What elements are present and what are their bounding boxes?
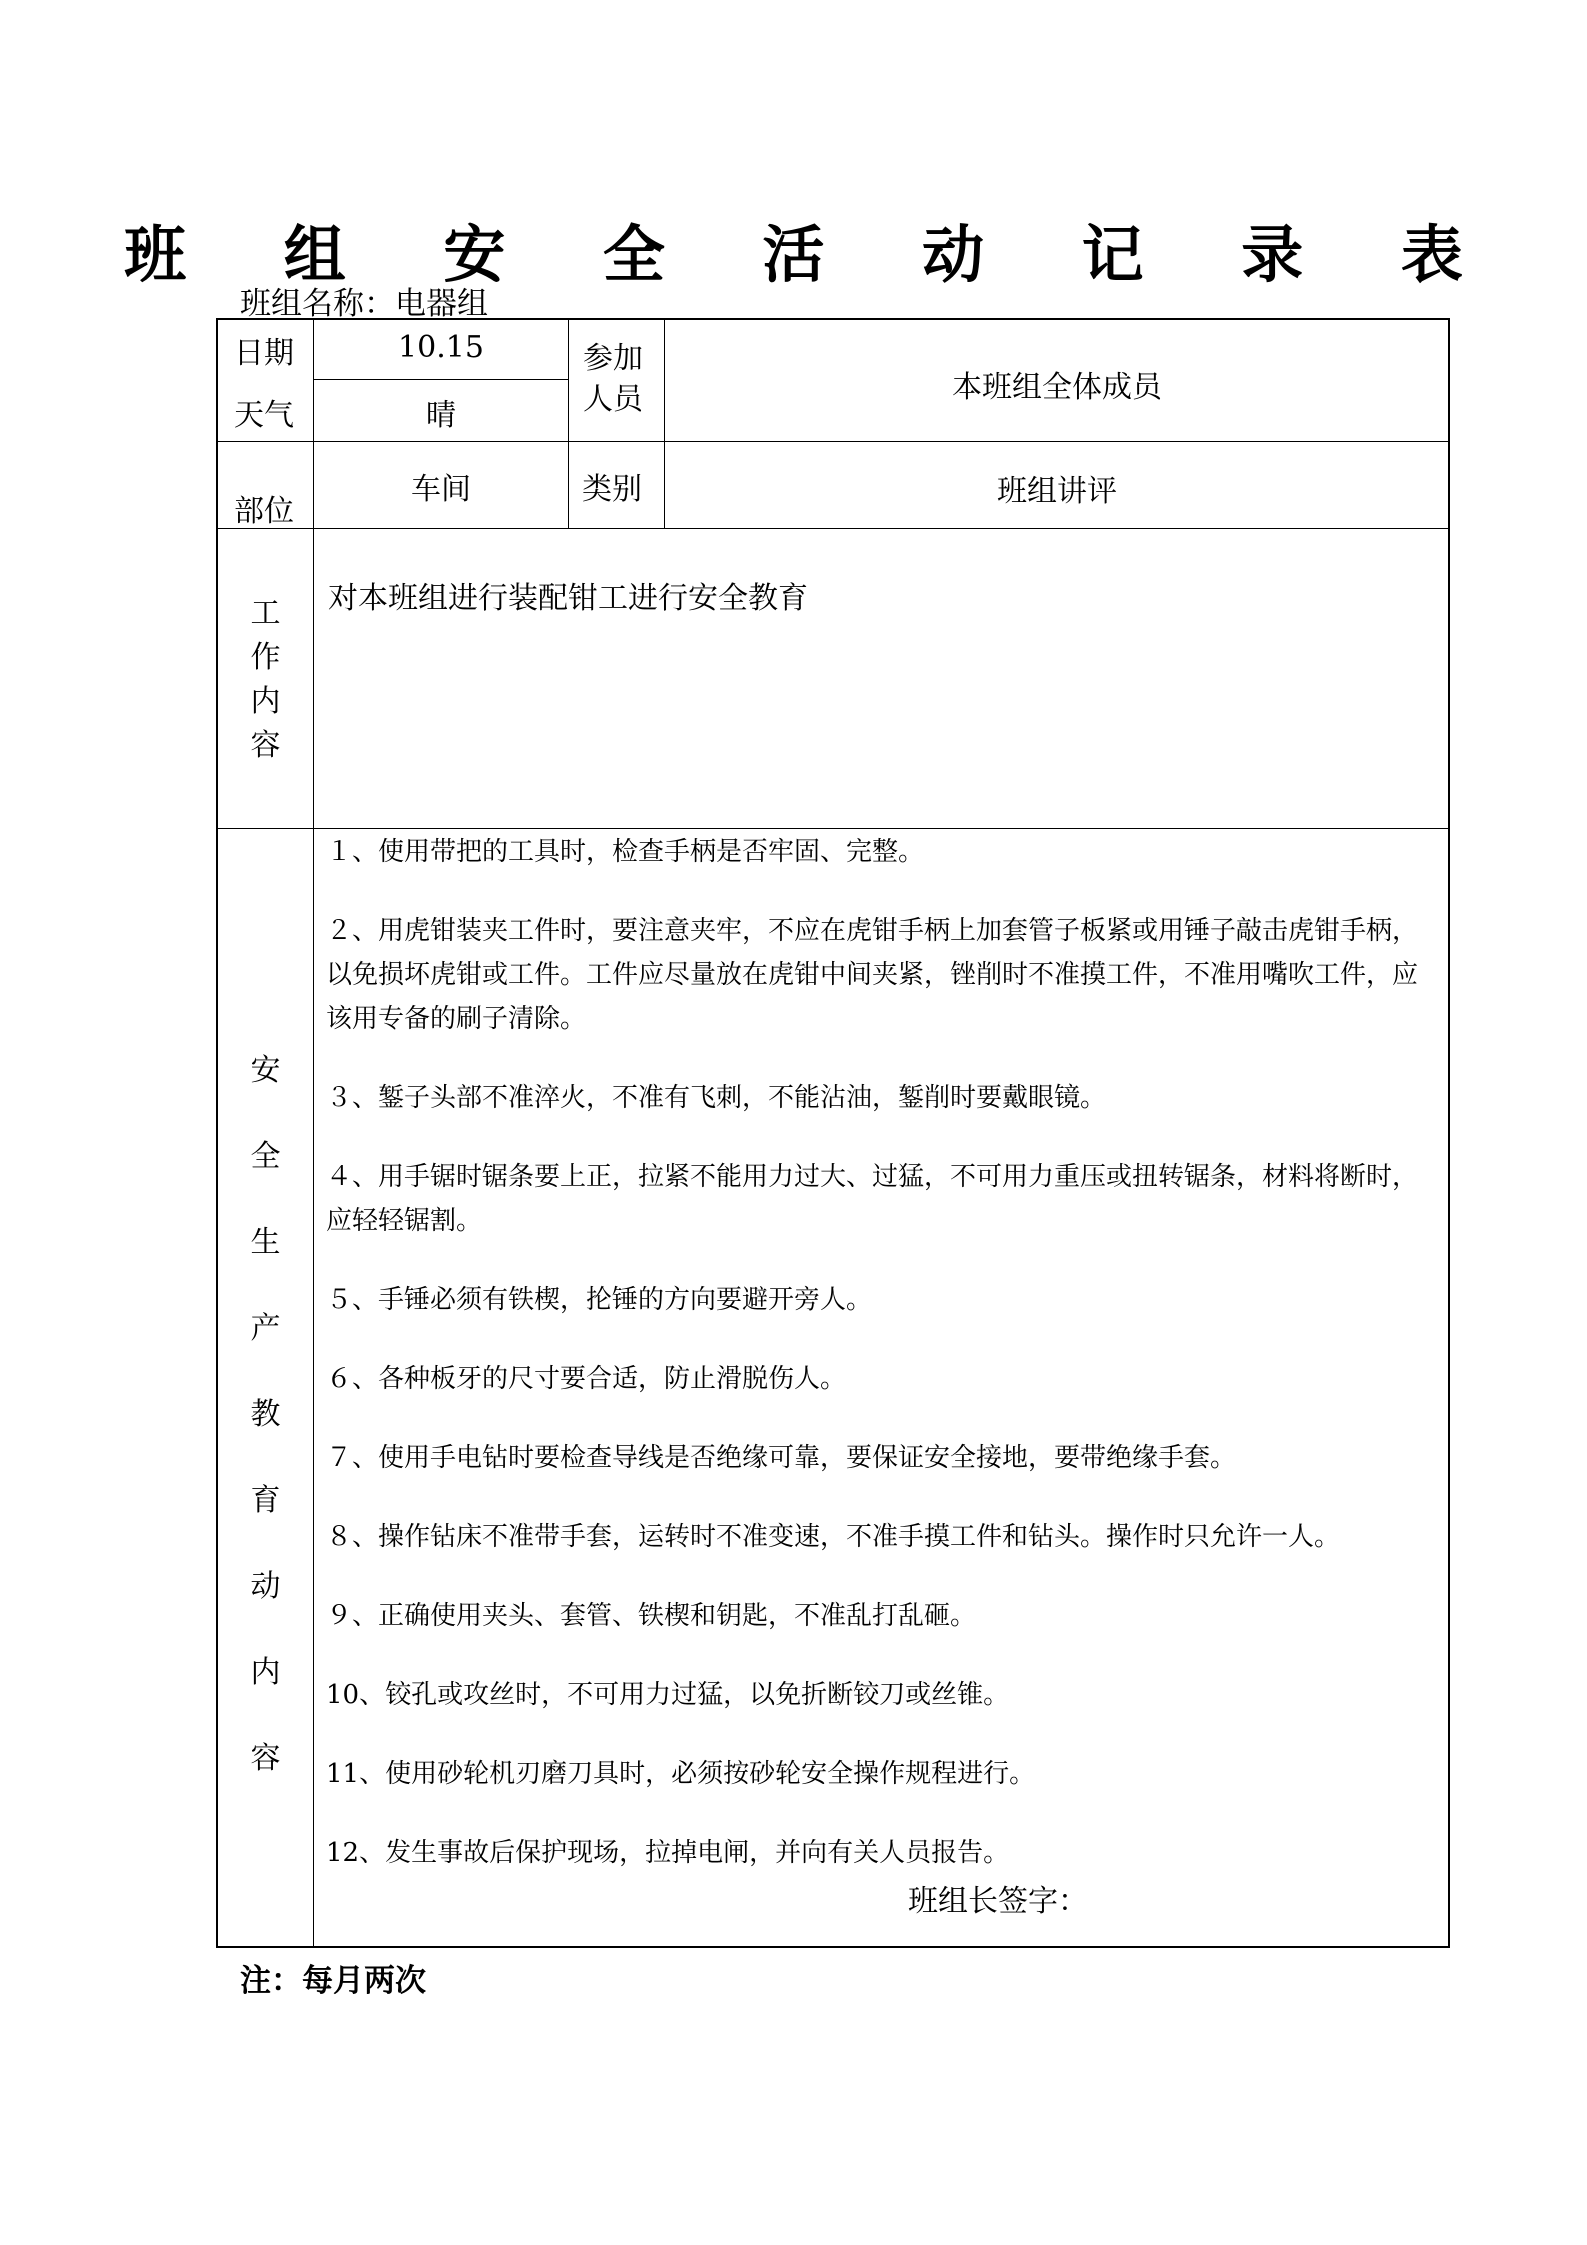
work-label-char: 容: [250, 728, 281, 763]
safety-label-char: 全: [250, 1139, 281, 1174]
safety-label-char: 产: [250, 1311, 281, 1346]
work-label-char: 工: [250, 596, 281, 631]
work-content-label: [218, 592, 313, 768]
safety-items-list: [326, 830, 1438, 1875]
divider-row-3: [218, 828, 1450, 829]
category-label: 类别: [582, 472, 642, 507]
date-label: 日期: [234, 336, 294, 371]
team-name-label: 班组名称：: [240, 286, 395, 322]
safety-item: ６、各种板牙的尺寸要合适，防止滑脱伤人。: [326, 1364, 847, 1394]
safety-item: １、使用带把的工具时，检查手柄是否牢固、完整。: [326, 837, 925, 867]
page-title: 班 组 安 全 活 动 记 录 表: [124, 218, 1501, 291]
safety-label-char: 育: [250, 1483, 281, 1518]
safety-item: 12、发生事故后保护现场，拉掉电闸，并向有关人员报告。: [326, 1838, 1010, 1868]
safety-item: ８、操作钻床不准带手套，运转时不准变速，不准手摸工件和钻头。操作时只允许一人。: [326, 1522, 1341, 1552]
safety-item: ４、用手锯时锯条要上正，拉紧不能用力过大、过猛，不可用力重压或扭转锯条，材料将断时，应轻轻锯割。: [326, 1162, 1419, 1236]
team-name-line: [240, 278, 488, 323]
dept-value: 车间: [411, 472, 471, 507]
safety-label-char: 内: [250, 1655, 281, 1690]
safety-item: ７、使用手电钻时要检查导线是否绝缘可靠，要保证安全接地，要带绝缘手套。: [326, 1443, 1237, 1473]
work-label-char: 内: [250, 684, 281, 719]
safety-label-char: 教: [250, 1397, 281, 1432]
safety-label-char: 安: [250, 1053, 281, 1088]
divider-row-date-weather: [314, 379, 568, 380]
safety-content-label: [218, 1028, 313, 1802]
safety-item: ３、錾子头部不准淬火，不准有飞刺，不能沾油，錾削时要戴眼镜。: [326, 1083, 1107, 1113]
safety-item: ５、手锤必须有铁楔，抡锤的方向要避开旁人。: [326, 1285, 873, 1315]
participants-label-line1: 参加: [583, 341, 643, 376]
safety-item: ９、正确使用夹头、套管、铁楔和钥匙，不准乱打乱砸。: [326, 1601, 977, 1631]
participants-label: [583, 338, 643, 420]
dept-label: 部位: [234, 494, 294, 529]
participants-value: 本班组全体成员: [952, 370, 1162, 405]
safety-label-char: 动: [250, 1569, 281, 1604]
safety-label-char: 生: [250, 1225, 281, 1260]
team-name-value: 电器组: [395, 286, 488, 322]
category-value: 班组讲评: [997, 474, 1117, 509]
work-content-text: 对本班组进行装配钳工进行安全教育: [328, 581, 808, 616]
divider-row-1: [218, 441, 1450, 442]
safety-label-char: 容: [250, 1741, 281, 1776]
safety-item: 11、使用砂轮机刃磨刀具时，必须按砂轮安全操作规程进行。: [326, 1759, 1036, 1789]
work-label-char: 作: [250, 640, 281, 675]
footnote: 注：每月两次: [240, 1963, 426, 1999]
team-leader-signature-label: 班组长签字：: [908, 1884, 1088, 1919]
record-table: [216, 318, 1450, 1948]
divider-row-2: [218, 528, 1450, 529]
participants-label-line2: 人员: [583, 382, 643, 417]
divider-col-value: [568, 320, 569, 528]
divider-col-label: [313, 320, 314, 1948]
date-value: 10.15: [398, 330, 484, 365]
weather-value: 晴: [426, 398, 456, 433]
safety-item: ２、用虎钳装夹工件时，要注意夹牢，不应在虎钳手柄上加套管子板紧或用锤子敲击虎钳手柄，以免损坏虎钳或工件。工件应尽量放在虎钳中间夹紧，锉削时不准摸工件，不准用嘴吹工件，应该用专备的刷子清除。: [326, 916, 1419, 1034]
weather-label: 天气: [234, 398, 294, 433]
safety-item: 10、铰孔或攻丝时，不可用力过猛，以免折断铰刀或丝锥。: [326, 1680, 1010, 1710]
